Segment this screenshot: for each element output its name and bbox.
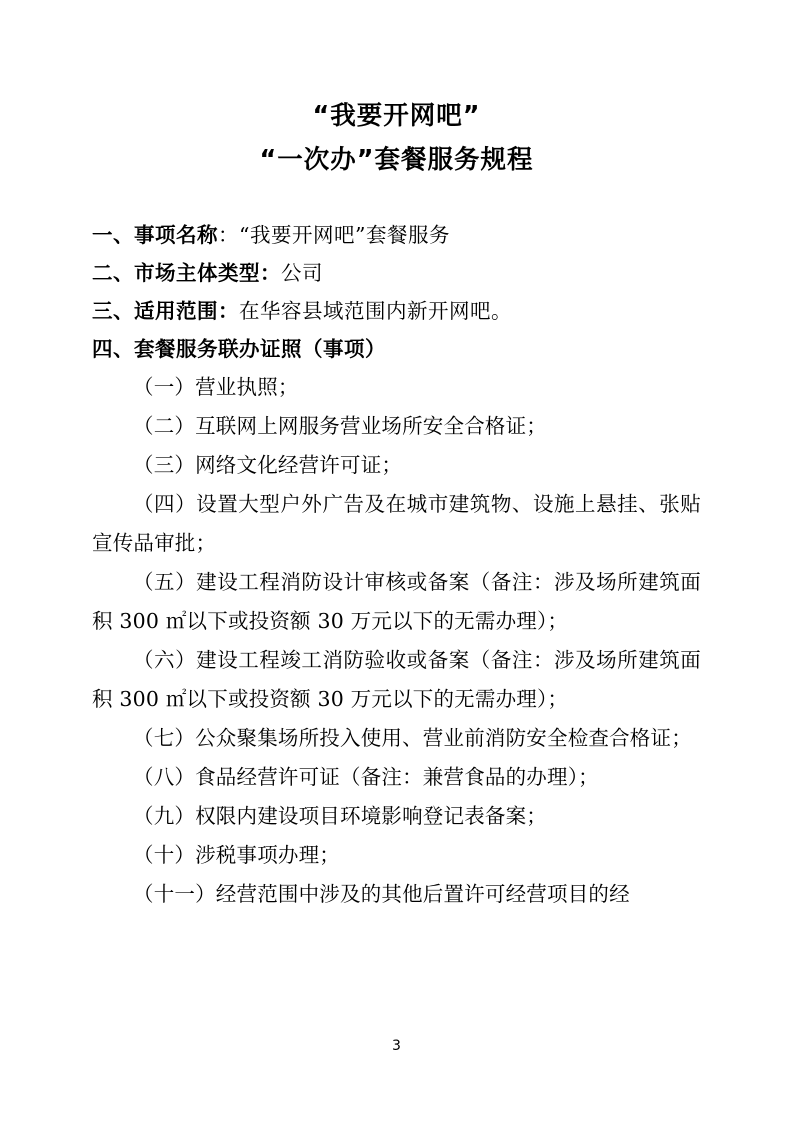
list-item: （二）互联网上网服务营业场所安全合格证； bbox=[133, 414, 547, 438]
title-line-1: “我要开网吧” bbox=[312, 101, 481, 131]
section-heading-1-label: 一、事项名称 bbox=[92, 223, 218, 247]
title-line-2: “一次办”套餐服务规程 bbox=[259, 145, 534, 175]
section-heading-2 bbox=[92, 254, 701, 292]
list-item: （六）建设工程竣工消防验收或备案（备注：涉及场所建筑面积 300 ㎡以下或投资额 30 万元以下的无需办理）； bbox=[92, 648, 701, 711]
section-heading-2-label: 二、市场主体类型： bbox=[92, 261, 281, 285]
list-item: （九）权限内建设项目环境影响登记表备案； bbox=[133, 804, 547, 828]
list-item: （十）涉税事项办理； bbox=[133, 843, 340, 867]
list-item: （七）公众聚集场所投入使用、营业前消防安全检查合格证； bbox=[133, 726, 692, 750]
section-heading-4 bbox=[92, 330, 701, 368]
list-item: （一）营业执照； bbox=[133, 375, 299, 399]
list-item: （三）网络文化经营许可证； bbox=[133, 453, 403, 477]
list-item: （八）食品经营许可证（备注：兼营食品的办理）； bbox=[133, 765, 599, 789]
document-body bbox=[92, 216, 701, 914]
list-item: （四）设置大型户外广告及在城市建筑物、设施上悬挂、张贴宣传品审批； bbox=[92, 492, 701, 555]
document-title bbox=[92, 94, 701, 182]
list-item: （十一）经营范围中涉及的其他后置许可经营项目的经 bbox=[133, 882, 630, 906]
section-heading-3-value: 在华容县域范围内新开网吧。 bbox=[239, 299, 512, 323]
section-heading-1-value: ：“我要开网吧”套餐服务 bbox=[218, 223, 450, 247]
page-number: 3 bbox=[392, 1038, 401, 1054]
section-heading-3-label: 三、适用范围： bbox=[92, 299, 239, 323]
section-heading-3 bbox=[92, 292, 701, 330]
section-heading-2-value: 公司 bbox=[281, 261, 323, 285]
section-heading-4-label: 四、套餐服务联办证照（事项） bbox=[92, 337, 386, 361]
section-heading-1 bbox=[92, 216, 701, 254]
list-item: （五）建设工程消防设计审核或备案（备注：涉及场所建筑面积 300 ㎡以下或投资额 30 万元以下的无需办理）； bbox=[92, 570, 701, 633]
